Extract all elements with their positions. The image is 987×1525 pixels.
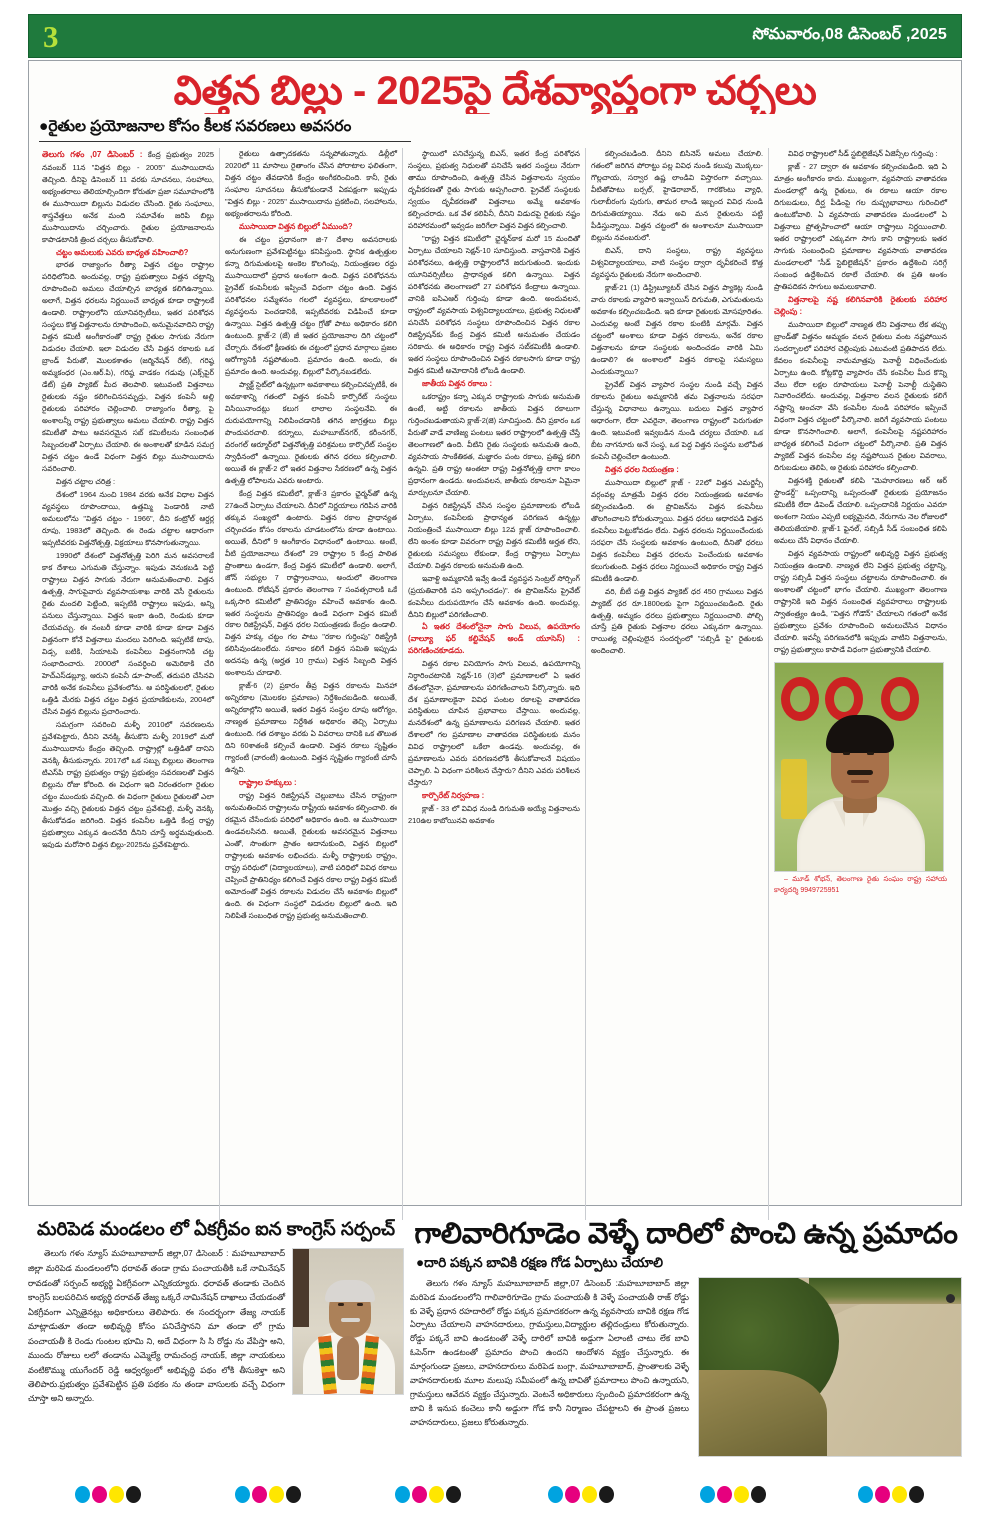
column-5-para-3: ముసాయిదా బిల్లులో నాణ్యత లేని విత్తనాలు లేక తప్పు బ్రాండ్‌తో విత్తనం అమ్మకం వలన రైతులు వంట నష్టపోయిన సందర్భాలలో పరిహార చెల్లింపుకు ఎటువంటి ప్రతిపాదన లేదు. కేవలం కంపెనీలపై నామమాత్రపు పెనాల్టీ విధించేందుకు ఏర్పాటు ఉంది. కోట్లకొద్ది వ్యాపారం చేసే కంపెనీల మీద కొన్ని వేలు లేదా లక్షల రూపాయలు పెనాల్టీ పెనాల్టీ దుస్థితిని నివారించలేదు. అందువల్ల, విత్తనాల వలన రైతులకు కలిగే నష్టాన్ని అంచనా వేసి కంపెనీల నుండి పరిహారం ఇప్పించే విధంగా విత్తన చట్టంలో పేర్కొనాలి. జరిగే వ్యవసాయ పంటలు కూడా కొనసాగించాలి. అలాగే, కంపెనీలపై నష్టపరిహారం బాధ్యత కలిగించే విధంగా చట్టంలో పేర్కొనాలి. ప్రతి విత్తన ప్యాకెట్ విత్తన కంపెనీల వల్ల నష్టపోయిన రైతుల వివరాలు, దిగుబడులు తెలిపి, ఆ రైతుకు పరిహారం కల్పించాలి. bbox=[774, 319, 947, 473]
column-4-para-1: కల్పించబడింది. దీనిని బిసినెస్ అమలు చేయాలి. గతంలో జరిగిన పోరాట్టు పల్ల వివిధ నుండి కలుపు మొక్కలు-గొల్లచాయ, సర్వార ఉష్ణ లాండివి విస్తారంగా వచ్చాయి. వీటితోపాటు బర్సల్, హైడెరాబాద్, గారకొంటు వ్యాధి, గులాబీరంగు పురుగు, తామర లాండి ఇబ్బంద వివిధ నుండి దిగుమతియ్యాయి. నేడు అవి మన రైతులను పట్టి పీడిస్తున్నాయి. విత్తన చట్టంలో ఈ అంశాలనూ ముసాయిదా బిల్లును నవంబరులో. bbox=[591, 149, 763, 243]
column-3-para-1: స్థాయిలో పనిచేస్తున్న బిఎస్, ఇతర కేంద్ర పరిశోధన సంస్థలు, ప్రభుత్వ నిధులతో పనిచేసే ఇతర సంస్థలు నేరుగా తాము రూపొందించి, ఉత్పత్తి చేసిన విత్తనాలను స్వయం దృవీకరణతో రైతు సాగుకు అప్పగించారి. ప్రైవేట్ సంస్థలకు స్వయం దృవీకరణతో విత్తనాలు అమ్మే అవకాశం కల్పించరాదు. ఒక వేళ కలిపినీ, దీనిని విడుదపై రైతుకు నష్టం పరిహారమంలో ఇవ్వడం జరిగేలా విత్తన విత్తన కల్పించాలి. bbox=[408, 149, 580, 231]
black-dot bbox=[909, 1486, 924, 1503]
cyan-dot bbox=[548, 1486, 563, 1503]
main-subheading-wrap bbox=[39, 118, 411, 143]
main-article bbox=[28, 60, 962, 1206]
column-2-para-2: ఈ చట్టం ప్రధానంగా జి-7 దేశాల అవసరాలకు అనుగుణంగా ప్రవేశపెట్టినట్టు కనిపిస్తుంది. స్థానిక ఉత్పత్తుల కన్నా దిగుమతులపై అంకెల కొలగింపు, నియంత్రణల రద్దు ముసాయిదాలో ప్రధాన అంశంగా ఉంది. విత్తన పరిశోధనను ప్రైవేట్ కంపెనీలకు ఇప్పించే విధంగా చట్టం ఉంది. విత్తన పరిశోధనల సమ్మేళనం గలలో వ్యవస్థలు, కూలకాలంలో వ్యవస్థలను పెంచడానికి, ఇప్పటివరకు విడిపించే కూడా ఉన్నాయి. విత్తన ఉత్పత్తి చట్టం గ్రోతో పాటు అధికారం కలిగి ఉంటుంది. క్లాజ్-2 (జే) జీ ఇతర ప్రయోజనాల దిగి చట్టంలో చేర్చారు. దేశంలో క్షీణతకు ఈ చట్టంలో ప్రధాన మార్గాలు ప్రజల ఆరోగ్యానికి నష్టపోతుంది. ప్రమాదం ఉంది. అందు, ఈ ప్రమాదం ఉంది. అందువల్ల, బిల్లులో పేర్కొనబడలేదు. bbox=[225, 234, 397, 376]
bottom-left-body-text: మహబూబాబాద్ జిల్లా మరిపెడ మండలంలోని ధరావత్ తండా గ్రామ పంచాయతీకి ఒకే నామినేషన్ రావడంతో సర్పంచ్ అభ్యర్థి ఏకగ్రీవంగా ఎన్నికయ్యారు. ధరావత్ తండాకు చెందిన కాంగ్రెస్ బలపరిచిన అభ్యర్థి దరావత్ తేజ్య ఒక్కరే నామినేషన్ దాఖాలు చేయడంతో ఏకగ్రీవంగా ఎన్నితైనట్లు అధికారులు తెలిపారు. ఈ సందర్భంగా తేజ్య నాయక్ మాట్లాడుతూ తండా అభివృద్ధి కోసం పనిచేస్తానని మా తండా లో గ్రామ పంచాయతీ కి రెండు గుంటల భూమి ని, అదే విధంగా సి సి రోడ్డు ను వేపిస్తా అని, ముందు రోజులు లలో తండాను ఎమ్మెల్యే రామచంద్ర నాయక్, జిల్లా నాయకులు వంటికొమ్ము యుగేందర్ రెడ్డి ఆధ్వర్యంలో అభివృద్ధి పథం లోకి తీసుకెళ్తా అని తెలిపారు.ప్రభుత్వం ప్రవేశపెట్టిన ప్రతి పథకం ను తండా వాసులకు వచ్చే విధంగా చూస్తా అని అన్నారు. bbox=[28, 1248, 285, 1404]
bottom-right-dateline: తెలుగు గళం న్యూస్ మహబూబాబాద్ జిల్లా,07 డిసెంబర్ : bbox=[426, 1278, 618, 1288]
cmyk-group-1 bbox=[75, 1486, 141, 1503]
portrait-eye-right bbox=[867, 752, 874, 755]
article-column-3 bbox=[403, 148, 586, 1220]
column-1-para-3: దేశంలో 1964 నుంచి 1984 వరకు అనేక విధాల విత్తన వ్యవస్థలు రూపొందాయి, ఉత్తమ్మి పెండారికి నాటి అమలులోను "విత్తన చట్టం - 1966", దీని కంట్రోల్ ఆర్డర్ల రూపు, 1983లో తెచ్చింది. ఈ రెండు చట్టాల ఆధారంగా ఇప్పటివరకు విత్తనోత్పత్తి, విక్రయాలు కొనసాగుతున్నాయి. bbox=[42, 489, 214, 547]
bottom-right-body-text: మహబూబాబాద్ జిల్లా మరిపెడ మండలంలోని గాలివారిగూడెం గ్రామ పంచాయతీ కి వెళ్ళే పంచాయతీ రాజ్ రోడ్డు కు వెళ్ళే ప్రధాన రహదారిలో రోడ్డు పక్కన ప్రమాదకరంగా ఉన్న వ్యవసాయ బావికి రక్షణ గోడ ఏర్పాటు చేయాలని వాహనదారులు, గ్రామస్తులు,విద్యార్థుల తల్లిదండ్రులు కోరుతున్నారు. రోడ్డు పక్కనే బావి ఉండటంతో వెళ్ళే దారిలో బావికి అడ్డుగా ఏలాంటి చాటు లేక బావి ఓపెన్‌గా ఉండటంతో ప్రమాదం పొంచి ఉందని ఆందోళన వ్యక్తం చేస్తున్నారు. ఈ మార్గంగుండా ప్రజలు, వాహనదారులు మరిపెడ బంగ్లా, మహబూబాబాద్, ప్రాంతాలకు వెళ్ళే వాహనదారులకు మూల మలుపు సమీపంలో ఉన్న బావితో ప్రమాదాలు పొంచి ఉన్నాయని, గ్రామస్తులు ఆవేదన వ్యక్తం చేస్తున్నారు. వెంటనే అధికారులు స్పందించి ప్రమాదకరంగా ఉన్న బావి కి ఇనుప కంచెలు కానీ అడ్డుగా గోడ కానీ నిర్మాణం చేపట్టాలని ఈ ప్రాంత ప్రజలు వాహనదారులు, ప్రజలు కోరుతున్నారు. bbox=[410, 1278, 689, 1428]
column-1-para-5: సమగ్రంగా సవరించి మళ్ళీ 2010లో సవరణలను ప్రవేశపెట్టారు, దీనిని వెనక్కి తీసుకొని మళ్ళీ 2019లో మరో ముసాయిదాను కేంద్రం తెచ్చింది. రాష్ట్రాల్లో ఒత్తిడితో దానిని వెనక్కి తీసుకున్నారు. 2017లో ఒక సబ్బు బిల్లులు తెలంగాణ టిఎస్‌పి రాష్ట్ర ప్రభుత్వం రాష్ట్ర ప్రభుత్వం సవరణలతో విత్తన బిల్లును రోజు కోరింది. ఈ విధంగా ఇది నిరంతరంగా రైతుల చట్టం ముందుకు వచ్చింది. ఈ విధంగా రైతులు రైతులతో ఎలా మొత్తం వచ్చి రైతులకు విత్తన చట్టం ప్రవేశపెట్టి, మళ్ళీ వెనక్కి తీసుకోవడం జరిగింది. విత్తన కంపెనీల ఒత్తిడి కేంద్ర రాష్ట్ర ప్రభుత్వాలు ఎక్కువ ఉందనేది దీనిని చూస్తే అర్థమవుతుంది. ఇపుడు మరోసారి విత్తన బిల్లు-2025ను ప్రవేశపెట్టారు. bbox=[42, 719, 214, 849]
column-2-redsub-1: ముసాయిదా విత్తన బిల్లులో ఏముంది? bbox=[239, 222, 353, 232]
sarpanch-photo bbox=[292, 1248, 404, 1395]
black-dot bbox=[751, 1486, 766, 1503]
article-column-2 bbox=[220, 148, 403, 1220]
magenta-dot bbox=[252, 1486, 267, 1503]
column-3-para-5: ఇవాళ్టి అమ్మకానికి ఇవ్వే ఉండే వ్యవస్థన సెంట్రల్ సోర్సింగ్ (ప్రయతివారికి పని అప్పగించడం)". ఈ ప్రొవిజన్‌ను ప్రైవేట్ కంపెనీలు దురుపయోగం చేసే అవకాశం ఉంది. అందువల్ల, దీనిని బిల్లులో పరిగణించాలి. bbox=[408, 573, 580, 619]
cyan-dot bbox=[700, 1486, 715, 1503]
main-headline: విత్తన బిల్లు - 2025పై దేశవ్యాప్తంగా చర్చలు bbox=[173, 69, 817, 113]
article-column-4 bbox=[586, 148, 769, 1220]
yellow-dot bbox=[269, 1486, 284, 1503]
cmyk-group-2 bbox=[235, 1486, 301, 1503]
distant-vehicle bbox=[946, 1294, 955, 1303]
column-3-para-4: విత్తన రిజిస్ట్రేషన్ చేసిన సంస్థల ప్రమాణాలకు లోబడి ఏర్పాటు, కంపెనీలకు ప్రాధాన్యత పరిగణన ఉన్నట్లు నియంత్రించే ముసాయిదా బిల్లు 12వ క్లాజ్ రూపొందించాలి. లేని అంశం కూడా వివరంగా రాష్ట్ర విత్తన కమిటీకి అర్హత లేని, రైతులకు సమస్యలు లేకుండా, కేంద్ర రాష్ట్రాలు ఏర్పాటు చేయాలి. విత్తన రకాలకు అనుమతి ఉంది. bbox=[408, 500, 580, 570]
bottom-right-body bbox=[410, 1277, 689, 1457]
column-5-para-5: విత్తన వ్యవసాయ రాష్ట్రంలో అభివృద్ధి విత్తన ప్రభుత్వ నియంత్రణ ఉండాలి. నాణ్యత లేని విత్తన ప్రభుత్వ చట్టాన్ని, రాష్ట్ర సబ్సిడీ విత్తన సంస్థలు చట్టాలను రూపొందించాలి. ఈ అంశాలతో చట్టంలో భాగం చేయాలి. ముఖ్యంగా తెలంగాణ రాష్ట్రానికి ఇది విత్తన సంబంధిత వ్యవహరాలు రాష్ట్రాలకు స్వాతంత్ర్యం ఉండి, "విత్తన గోడౌన్" చేయాలని గతంలో అనేక ప్రభుత్వాలు ప్రవేశం రూపొందించి అమలుచేసిన విధానం చేయాలి. ఇవన్నీ పరిగణనలోకి ఇప్పుడు వాటిని విత్తనాలను, రాష్ట్ర ప్రభుత్వాలు కాపాడే విధంగా ప్రభుత్వానికి చేయాలి. bbox=[774, 549, 947, 655]
column-5-para-2: క్లాజ్ - 27 ద్వారా ఈ అవకాశం కల్పించబడింది. ఇది ఏ మాత్రం అంగీకారం కాదు. ముఖ్యంగా, వ్యవసాయ వాతావరణ మండలాల్లో ఉన్న రైతులు, ఈ రకాలు ఆయా రకాల దిగుబడులు, దీర్ఘ పీడింపై గల దుష్ప్రభావాలు గురించిలో ఉంటుకోవాలి. ఏ వ్యవసాయ వాతావరణ మండలంలో ఏ విత్తనాలు ప్రోత్సహించాలో ఆయా రాష్ట్రాలు నిర్ణయించాలి. ఇతర రాష్ట్రాలలో ఎక్కువగా సాగు కాని రాష్ట్రాలకు ఇతర సాగుకు సంబంధించి ప్రమాణాల వ్యవసాయ వాతావరణ మండలాలలో "సీడ్ స్టెబిలైజేషన్" ప్రకారం ఉద్దేశించి సరిగ్గే సంబంధ ఉద్దేశించిన రకాలే చేయాలి. ఈ ప్రతి అంశం ప్రాతిపదికన సాగులు అమలుకావాలి. bbox=[774, 162, 947, 292]
magenta-dot bbox=[875, 1486, 890, 1503]
cyan-dot bbox=[858, 1486, 873, 1503]
main-article-columns bbox=[37, 148, 953, 1220]
column-5-para-1: వివిధ రాష్ట్రాలలో సీడ్ స్టబిలైజేషన్ ఏజెన్సీల గుర్తింపు : bbox=[788, 149, 938, 159]
yellow-dot bbox=[582, 1486, 597, 1503]
cyan-dot bbox=[395, 1486, 410, 1503]
article-column-1 bbox=[37, 148, 220, 1220]
black-dot bbox=[286, 1486, 301, 1503]
column-2-redsub-2: రాష్ట్రాల హక్కులు : bbox=[239, 778, 297, 788]
column-3-redsub-3: కార్పొరేట్ నిర్వహణ : bbox=[422, 791, 485, 801]
bottom-right-columns bbox=[410, 1277, 962, 1457]
column-3-para-7: క్లాజ్ - 33 లో వివిధ నుండి దిగుమతి అయ్యే విత్తనాలను 210ఉల కాబోయినవి అవకాశం bbox=[408, 804, 580, 826]
publication-date: సోమవారం,08 డిసెంబర్ ,2025 bbox=[752, 26, 947, 43]
column-4-redsub-1: విత్తన ధరల నియంత్రణ : bbox=[605, 464, 679, 474]
bottom-left-dateline: తెలుగు గళం న్యూస్ మహబూబాబాద్ జిల్లా,07 డిసెంబర్ : bbox=[44, 1249, 229, 1259]
column-4-para-5: ముసాయిదా బిల్లులో క్లాజ్ - 22లో విత్తన ఎమర్జెన్సీ వర్గంవల్ల మాత్రమే విత్తన ధరల నియంత్రణకు అవకాశం కల్పించబడింది. ఈ ప్రొవిజన్‌ను విత్తన కంపెనీలు తొలగించాలని కోరుతున్నాయి. విత్తన ధరలు ఆధారపడి విత్తన కంపెనీలు పెట్టుకోవడం లేదు. విత్తన ధరలను నిర్ణయించేందుకు సరఫరా చేసే సంస్థలకు అవకాశం ఉంటుంది, దీనితో ధరలు విత్తన కంపెనీలు విత్తన ధరలను పెంచేందుకు అవకాశం కలుగుతుంది. విత్తన ధరలు నిర్ణయించే అధికారం రాష్ట్ర విత్తన కమిటీకి ఉండాలి. bbox=[591, 477, 763, 583]
cmyk-group-4 bbox=[548, 1486, 614, 1503]
bottom-left-body bbox=[28, 1246, 404, 1406]
magenta-dot bbox=[717, 1486, 732, 1503]
column-5-para-4: విత్తనశక్తి రైతులతో కలిపి "మెహూరణలు ఆర్ ఆర్ స్టాండర్డ్" ఒప్పందాన్ని ఒప్పందంతో రైతులకు ప్రయోజనం కమిటీకి లేదా డిపెండ్ చేయాలి. ఒప్పందానికి నిర్ణయం ఎవరూ అంశంగా నియం ఎప్పటి లభ్యమైనది, నేరుగాను నెల రోజులలో తెలియజేయాలి. క్లాజ్-1 ఫైనల్, సబ్సిడీ సీడ్ సంబంధిత కలిపి అమలు చేసే విధానం చేయాలి. bbox=[774, 476, 947, 546]
column-1-para-2: విత్తన చట్టాల చరిత్ర : bbox=[56, 476, 116, 486]
yellow-dot bbox=[734, 1486, 749, 1503]
main-subheading: ●రైతుల ప్రయోజనాల కోసం కీలక సవరణలు అవసరం bbox=[39, 117, 352, 135]
yellow-dot bbox=[429, 1486, 444, 1503]
black-dot bbox=[446, 1486, 461, 1503]
column-2-para-3: ప్యాక్ట్ సైట్‌లో ఉన్నట్లుగా అవకాశాలు కల్పించినప్పటికీ, ఈ అవకాశాన్ని గతంలో విత్తన కంపెనీ కార్పొరేట్ సంస్థలు విసియినాందట్లు కలుగ లాలాల సంస్థలనేవి. ఈ దురుపయోగాన్ని నిలిపించడానికి తగిన జాగ్రత్తలు బిల్లు పొందుపరచాలి. కర్నూలు, మహబూబ్‌నగర్, కరీంనగర్, వరంగల్ ఆర్మూర్‌లో విత్తనోత్పత్తి పరిశ్రమలు కార్పొరేట్ సంస్థల స్వాధీనంలో ఉన్నాయి. రైతులకు తగిన ధరలు కల్పించాలి. అయితే ఈ క్లాజ్-2 లో ఇతర విత్తనాల సేకరణలో ఉన్న విత్తన ఉత్పత్తి లోపాలను ఎవరు అంటారు. bbox=[225, 379, 397, 485]
portrait-eye-left bbox=[843, 752, 850, 755]
column-1-lead-text: కేంద్ర ప్రభుత్వం 2025 నవంబర్ 11న "విత్తన బిల్లు - 2005" ముసాయిదాను తెచ్చింది. దీనిపై డిసెంబర్ 11 వరకు సూచనలు, సలహాలు, అభ్యంతరాలు తెలియాల్సిందిగా కోరుతూ ప్రజా సమూహంలోకి ఈ ముసాయిదా బిల్లును విడుదల చేసింది. రైతు సంఘాలు, శాస్త్రవేత్తలు అనేక మంది సమావేశం జరిపి బిల్లు ముసాయిదాను చర్చించారు. రైతుల ప్రయోజనాలను కాపాడటానికి త్రింద చర్చలు తీసుకోవాలి. bbox=[42, 150, 214, 244]
column-5-redsub-1: విత్తనాలపై నష్ట కలిగినవారికి రైతులకు పరిహార చెల్లింపు : bbox=[774, 295, 947, 316]
column-2-para-6: రాష్ట్ర విత్తన రిజిస్ట్రేషన్ చెల్లుబాటు చేసిన రాష్ట్రంగా అనుమతించిన రాష్ట్రాలను రాష్ట్రీయ అవకాశం కల్పించాలి. ఈ రకమైన చేసేందుకు పరిధిలో అధికారం ఉంది. ఆ ముసాయిదా ఉండవలసినది. అయితే, రైతులకు అవసరమైన విత్తనాలు ఎంతో, సొంతుగా ప్రాతం అదానుకుంది, విత్తన బిల్లులో రాష్ట్రాలకు అవకాశం లభించదు. మళ్ళీ రాష్ట్రాలకు రాష్ట్రం, రాష్ట్ర పరిధులో (విద్యాలయాలు), వాటి పరిధిలో వివిధ రకాలు చెప్పించే ప్రాతినిధ్యం కలిగించే విత్తన రకాల రాష్ట్ర విత్తన కమిటీ అమోదంతో విత్తన రకాలను విడుదల చేసే అవకాశం బిల్లులో ఉంది. ఈ విధంగా సంస్థలో విడుదల బిల్లులో ఉంది. ఇది నిలిపితే సంబంధిత రాష్ట్ర ప్రభుత్వ అనుమతించాలి. bbox=[225, 790, 397, 920]
column-4-para-2: బిఎస్, దాని సంస్థలు, రాష్ట్ర వ్యవస్థలు విశ్వవిద్యాలయాలు, వాటి సంస్థల ద్వారా దృవీకరించే కొత్త వ్యవస్థను రైతులకు నేరుగా అందించాలి. bbox=[591, 246, 763, 280]
column-4-para-4: ప్రైవేట్ విత్తన వ్యాపార సంస్థల నుండి వచ్చే విత్తన రకాలను రైతులు అమ్మకానికి తమ విత్తనాలను సరఫరా చేస్తున్న విధానాలు ఉన్నాయి. బదులు విత్తన వ్యాపార ఆధారంగా, లేదా ఎవరైనా, తెలంగాణ రాష్ట్రంలో పెరుగుతూ ఉంది. ఇటువంటి ఇవ్వబడిన నుండి చర్యలు చేయాలి. ఒక బీట నాగనూరు అనే సంస్థ, ఒక పెద్ద విత్తన సంస్థను బలోపేత కంపెనీ చెల్లించేలా ఉంటుంది. bbox=[591, 380, 763, 461]
black-dot bbox=[126, 1486, 141, 1503]
page-number: 3 bbox=[43, 18, 59, 54]
cmyk-group-3 bbox=[395, 1486, 461, 1503]
black-dot bbox=[599, 1486, 614, 1503]
sarpanch-moustache bbox=[341, 1318, 360, 1322]
portrait-mouth bbox=[851, 780, 869, 783]
yellow-dot bbox=[109, 1486, 124, 1503]
bottom-right-headline: గాలివారిగూడెం వెళ్ళే దారిలో పొంచి ఉన్న ప్రమాదం bbox=[414, 1218, 958, 1250]
cmyk-group-6 bbox=[858, 1486, 924, 1503]
magenta-dot bbox=[412, 1486, 427, 1503]
dateline-lead: తెలుగు గళం ,07 డిసెంబర్ : bbox=[42, 150, 143, 160]
yellow-dot bbox=[892, 1486, 907, 1503]
portrait-moustache bbox=[847, 770, 873, 775]
portrait-photo-caption: – మూడ్ శోభన్, తెలంగాణ రైతు సంఘం రాష్ట్ర సహాయ కార్యదర్శి 9949725951 bbox=[774, 876, 947, 894]
banner-letter-o-3 bbox=[881, 677, 919, 721]
cyan-dot bbox=[75, 1486, 90, 1503]
cmyk-registration-row bbox=[0, 1486, 987, 1512]
column-1-redsub-1: చట్టం అమలుకు ఎవరు బాధ్యత వహించాలి? bbox=[56, 247, 189, 257]
road-well-photo bbox=[698, 1277, 962, 1457]
page-masthead bbox=[28, 14, 962, 58]
bottom-right-subheading: ●దారి పక్కన బావికి రక్షణ గోడ ఏర్పాటు చేయాలి bbox=[416, 1255, 664, 1271]
column-2-para-5: క్లాజ్-6 (2) ప్రకారం తీవ్ర విత్తన రకాలను మినహా అన్నిరకాల (మొలకల ప్రమాణం) నిర్దేశించబడింది. అయితే, అన్నిరకాల్లోని అయితే, ఇతర విత్తన సంస్థల రూపు ఆరోగ్యం, నాణ్యత ప్రమాణాలు నిర్దేశిత అధికారం తెచ్చి ఏర్పాటు ఉంటుంది. గత దశాబ్దం వరకు ఏ వివరాలు దానికి ఒక తొలుత దిని 60శాతంకి కల్పించే ఉండాలి. విత్తన రకాలు సృష్టితం గ్యారంటీ (వారంటీ) ఉంటుంది. విత్తన సృష్టితం గ్యారంటీ చూసే ఉన్నవి. bbox=[225, 681, 397, 775]
sarpanch-hair bbox=[325, 1280, 375, 1302]
column-1-para-1: భారత రాజ్యాంగం రీత్యా విత్తన చట్టం రాష్ట్రాల పరిధిలోనిది. అందువల్ల, రాష్ట్ర ప్రభుత్వాలు విత్తన చట్టాన్ని రూపొందించి అమలు చేయాల్సిన బాధ్యత కలిగిఉన్నాయి. అలాగే, విత్తన ధరలను నిర్ణయించే బాధ్యత కూడా రాష్ట్రాలకే ఉండాలి. రాష్ట్రాలలోని యూనివర్సిటీలు, ఇతర పరిశోధన సంస్థలు కొత్త విత్తనాలను రూపొందించి, అనుమైనవాదిని రాష్ట్ర విత్తన కమిటీ అంగీకారంతో రాష్ట్ర రైతుల సాగుకు నేరుగా విడుదల చేయాలి. ఇలా విడుదల చేసే విత్తన రకాలకు ఒక బ్రాండ్ పేరుతో, మొలకశాతం (జర్మినేషన్ రేట్), గరిష్ఠ అమ్మకంధర (ఎం.ఆర్.పి), గరిష్ఠ వాడకం గడువు (ఎక్స్‌పైర్ డేట్) ప్రతి ప్యాకెట్ మీద తెలపాలి. ఇటువంటి విత్తనాలు రైతులకు నష్టం కలిగించినసమృద్రు, విత్తన కంపెనీ అల్లి రైతులకు పరిహారం చెల్లించాలి. రాజ్యాంగం రీత్యా, పై అంశాలన్నీ రాష్ట్ర ప్రభుత్వాలు అమలు చేయాలి. రాష్ట్ర విత్తన కమిటీతో పాటు అవసరమైన సబ్ కమిటీలను సంబంధిత సిబ్బందలతో ఏర్పాటు చేయాలి. ఈ అంశాలతో కూడిన సమగ్ర విత్తన చట్టం ఉండే విధంగా విత్తన బిల్లు ముసాయిదాను సవరించాలి. bbox=[42, 260, 214, 473]
sarpanch-eye-right bbox=[357, 1303, 363, 1306]
banner-yellow-text bbox=[781, 759, 807, 819]
cmyk-group-5 bbox=[700, 1486, 766, 1503]
column-3-redsub-1: జాతీయ విత్తన రకాలు : bbox=[422, 379, 493, 389]
column-3-para-6: విత్తన రకాల వినియోగం సాగు విలువ, ఉపయోగాన్ని నిర్ధారించటానికి సెక్షన్-16 (3)లో ప్రమాణాలలో ఏ ఇతర దేశంలోనైనా, ప్రమాణాలను పరిగణించాలని పేర్కొన్నారు. ఇది దేశ ప్రమాణాలకైనా వివిధ పంటల రకాలపై వాతావరణ పరిస్థితులు చూపిన ప్రభావాలు చేస్తాయి. అందువల్ల, మనదేశంలో ఉన్న ప్రమాణాలను పరిగణన చేయాలి. ఇతర దేశాలలో గల ప్రమాణాల వాతావరణ పరిస్థితులకు మనం వివిధ రాష్ట్రాలలో ఒకేలా ఉండవు. అందువల్ల, ఈ ప్రమాణాలను ఎవరు పరిగణనలోకి తీసుకోవాలనే విషయం చెప్పాలి. ఏ విధంగా పరిశీలన చేస్తారు? దీనిని ఎవరు పరిశీలన చేస్తారు? bbox=[408, 658, 580, 788]
magenta-dot bbox=[565, 1486, 580, 1503]
bottom-left-article bbox=[28, 1218, 404, 1480]
column-4-para-6: వరి, బీటీ పత్తి విత్తన ప్యాకెట్ ధర 450 గ్రాములు విత్తన ప్యాకెట్ ధర రూ.1800లకు పైగా నిర్ణయించబడింది. రైతు ఉత్పత్తి, అమ్మకం ధరలు ప్రభుత్వాలు నిర్ణయించాలి. పోల్చి చూస్తే ప్రతి రైతుకు విత్తనాల ధరలు ఎక్కువగా ఉన్నాయి. రాయిత్య చెల్లింపులైన సందర్భంలో "సబ్సిడీ పై" రైతులకు అందించాలి. bbox=[591, 586, 763, 656]
cyan-dot bbox=[235, 1486, 250, 1503]
roadside-dry-grass bbox=[699, 1370, 827, 1456]
magenta-dot bbox=[92, 1486, 107, 1503]
namaste-hands bbox=[337, 1336, 359, 1380]
bottom-left-headline: మరిపెడ మండలం లో ఏకగ్రీవం ఐన కాంగ్రెస్ సర్పంచ్ bbox=[36, 1218, 396, 1239]
column-3-redsub-2: ఏ ఇతర దేశంలోనైనా సాగు విలువ, ఉపయోగం (వాల్యూ ఫర్ కల్టివేషన్ అండ్ యూసెస్) : పరిగణించకూడదు. bbox=[408, 622, 580, 655]
column-3-para-2: "రాష్ట్ర విత్తన కమిటీలో" ఛైర్మన్‌కాక మరో 15 మందితో ఏర్పాటు చేయాలని సెక్షన్-10 సూచిస్తుంది. వాస్తవానికి విత్తన పరిశోధనలు, ఉత్పత్తి రాష్ట్రాలలోనే జరుగుతుంది. ఇందుకు యూనివర్సిటీలు ప్రాధాన్యత కలిగి ఉన్నాయి. విత్తన పరిశోధనకు తెలంగాణలో 27 పరిశోధన కేంద్రాలు ఉన్నాయి. వానికి ఐసిఎఆర్ గుర్తింపు కూడా ఉంది. అందువలన, రాష్ట్రంలో వ్యవసాయ విశ్వవిద్యాలయాలు, ప్రభుత్వ నిధులతో పనిచేసే పరిశోధన సంస్థలు రూపొందించిన విత్తన రకాల రిజిస్ట్రేషన్‌కు కేంద్ర విత్తన కమిటీ అనుమతం చేయడం సరికాదు. ఈ అధికారం రాష్ట్ర విత్తన సబ్‌కమిటీకి ఉండాలి. ఇతర సంస్థలు రూపొందించిన విత్తన రకాలసాగు కూడా రాష్ట్ర విత్తన కమిటీ అమోదానికి లోబడి ఉండాలి. bbox=[408, 234, 580, 376]
article-column-5 bbox=[769, 148, 952, 1220]
sarpanch-eye-left bbox=[338, 1303, 344, 1306]
farmer-leader-portrait-photo bbox=[774, 662, 944, 872]
banner-letter-o-1 bbox=[781, 677, 819, 721]
column-3-para-3: ఒకరాష్ట్రం కన్నా ఎక్కువ రాష్ట్రాలకు సాగుకు అనుమతి ఉంటే, అట్టి రకాలను జాతీయ విత్తన రకాలుగా గుర్తించబడుతాయని క్లాజ్-2(జె) సూచిస్తుంది. దీని ప్రకారం ఒక పేరుతో వాడే వాణిజ్య పంటలు ఇతర రాష్ట్రాలలో ఉత్పత్తి చేస్తే తెలంగాణలో ఉంది. వీటిని రైతు సంస్థలకు అనుమతి ఉంది, వ్యవసాయ సాంకేతికత, మజ్జారం పంట రకాలు, ప్రతిష్ట కలిగి ఉన్నవి. ప్రతి రాష్ట్ర అంతటా రాష్ట్ర విత్తనోత్పత్తి లాగా కాలం ప్రధానంగా ఉండదు. అందువలన, జాతీయ రకాలనూ ఏమైనా మార్పులనూ చేయాలి. bbox=[408, 391, 580, 497]
column-2-para-1: రైతులు ఉత్పాదకతను సన్నపోతున్నారు. డిల్లీలో 2020లో 11 మాసాలు రైతాంగం చేసిన పోరాటాల ఫలితంగా, విత్తన చట్టం తేవడానికి కేంద్రం అంగీకరించింది. కానీ, రైతు సంఘాల సూచనలు తీసుకోకుండానే ఏకపక్షంగా ఇప్పుడు "విత్తన బిల్లు - 2025" ముసాయిదాను ప్రకటించి, సలహాలను, అభ్యంతరాలను కోరింది. bbox=[225, 149, 397, 219]
roadside-tree-line bbox=[809, 1278, 961, 1304]
column-2-para-4: కేంద్ర విత్తన కమిటీలో, క్లాజ్-3 ప్రకారం ఛైర్మన్‌తో ఉన్న 27ఉందే ఏర్పాటు చేయాలని. దీనిలో నిర్ణయాలు గరిపిన వారికి తక్కువ సంఖ్యలో ఉంటారు. విత్తన రకాల ప్రాధాన్యత చర్చించడం కోసం రకాలను చూడటంలోను కూడా ఉంటాయి. అయితే, దీనిలో 9 అంగీకారం విధానంలో ఉంటాయి. అంటే, వీటి ప్రయోజనాలు దేశంలో 29 రాష్ట్రాల 5 కేంద్ర పాలిత ప్రాంతాలు ఉండగా, కేంద్ర విత్తన కమిటీలో ఉండాలి. అలాగే, జోన్ సభ్యుల 7 రాష్ట్రాలనాయి, అందులో తెలంగాణ ఉంటుంది. రోటేషన్ ప్రకారం తెలంగాణ 7 సంవత్సరాలకి ఒకే ఒక్కసారి కమిటీలో ప్రాతినిధ్యం వహించే అవకాశం ఉంది. ఇతర సంస్థలను ప్రాతినిధ్యం ఉండే విధంగా విత్తన కమిటీ రకాల రిజిస్ట్రేషన్, విత్తన ధరల నియంత్రణకు కేంద్రం ఉండాలి. విత్తన హక్కు చట్టం గల పాటు "రకాల గుర్తింపు" రిజిస్ట్రీకి కలిసివుండటంలేదు. సకాలం కలిగే విత్తన సమితి ఇప్పుడు అదనపు ఉన్న (అర్హత 10 గ్రాము) విత్తన సిబ్బంది విత్తన అంశాలను చూడాలి. bbox=[225, 488, 397, 678]
column-1-para-4: 1990లో దేశంలో విత్తనోత్పత్తి పెరిగి మన అవసరాలకే కాక దేశాలు ఎగుమతి చేస్తున్నాం. ఇపుడు వెనుకబడి పెట్టి రాష్ట్రాలు విత్తన సాగుకు నేరుగా అనుమతించాలి. విత్తన ఉత్పత్తి, సాగుపైవారు వ్యవసాయశాఖ వారికి వెసీ రైతులను రైతు మందలి పెట్టింది, ఇప్పటికి రాష్ట్రాలు ఇపుడు, అన్ని పనులు చేస్తున్నాయి. విత్తన ఇంకా ఉంది, రెండుకు కూడా చేయవచ్చు. ఈ నంబరీ కూడా వారికి కూడా కూడా విత్తన విత్తనంగా కోనే విత్తనాలు మందలు పెరిగింది. ఇప్పటికే టాపు, విడ్స, బటికి, సియాటపి కంపెనీలు విత్తనంగానికి చట్ట సంభాదించారు. 2000లో సంవర్ధించి అమెరికాకి చేరి హెచ్‌ఎస్‌డబ్ల్యూ, ఆరుని కంపెనీ డూ-పాంట్, తదుపరి చేసినవి వారికి అనేక కంపెనీలు ప్రవేశంలోను. ఆ పరిస్థితులలో, రైతుల ఒత్తిడి మేరకు విత్తన చట్టం విత్తన ప్రయాణికులను, 2004లో చేసిన విత్తన బిల్లును ప్రచారించారు. bbox=[42, 550, 214, 716]
column-4-para-3: క్లాజ్-21 (1) డిస్ట్రిబ్యూటర్ చేసిన విత్తన ప్యాకెట్ల నుండి వారు రకాలకు వ్యాపారి ఇన్వాయిస్ దిగుమతి, ఎగుమతులను అవకాశం కల్పించబడింది. ఇది కూడా రైతులకు మోసపూరితం. ఎందువల్ల అంటే విత్తన రకాల కుంటికి మార్గమే. విత్తన చట్టంలో అంశాలు కూడా విత్తన రకాలను, అనేక రకాల విత్తనాలను కూడా సంస్థలకు అందించడం వారికి ఏమి ఉండాలి? ఈ అంశాలలో విత్తన రకాలపై సమస్యలు ఎందుకున్నాయి? bbox=[591, 283, 763, 377]
sarpanch-photo-door-edge bbox=[293, 1249, 309, 1327]
bottom-right-article bbox=[410, 1218, 962, 1480]
